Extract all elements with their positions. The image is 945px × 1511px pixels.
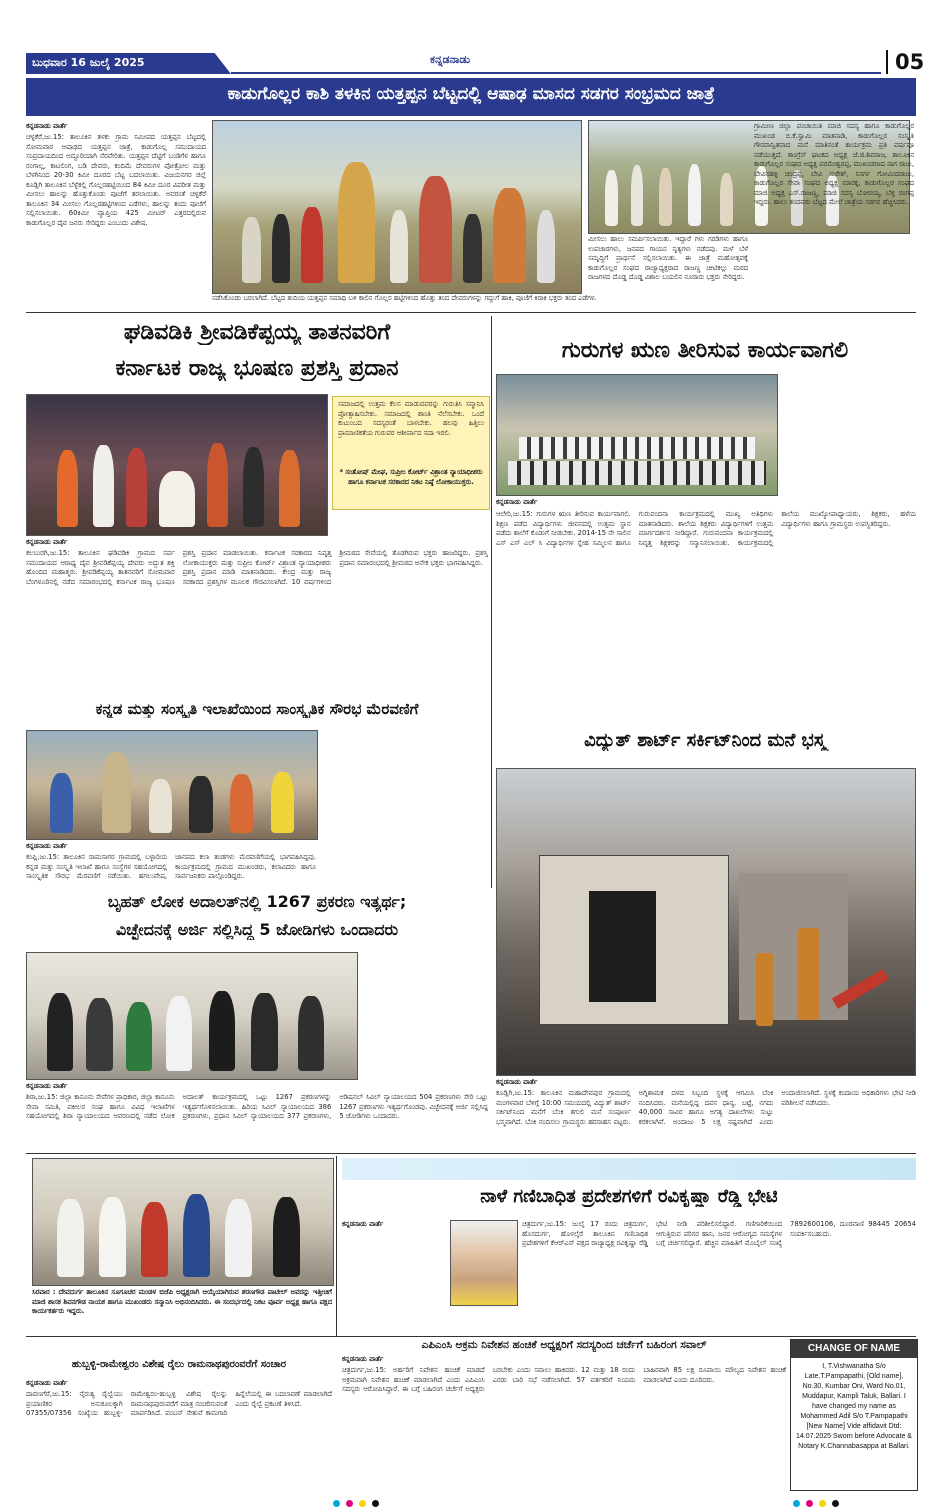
fire-headline: ವಿದ್ಯುತ್ ಶಾರ್ಟ್ ಸರ್ಕಿಟ್‌ನಿಂದ ಮನೆ ಭಸ್ಮ: [584, 730, 826, 751]
divider: [26, 1336, 916, 1337]
guru-byline: ಕನ್ನಡನಾಡು ವಾರ್ತೆ: [496, 498, 538, 506]
lead-photo-procession: [212, 120, 582, 294]
lead-body-col1: ಚಳ್ಳಕೆರೆ,ಜು.15: ತಾಲೂಕಿನ ತಳಕು ಗ್ರಾಮ ಸಮೀಪದ ಯತ್ತಪ್ಪನ ಬೆಟ್ಟದಲ್ಲಿ ಸೋಮವಾರ ಆಷಾಢದ ಯತ್ತಪ್ಪನ ಜಾತ್ರೆ, ಕಾಡುಗೊಲ್ಲ ಸಮುದಾಯದ ಸಂಪ್ರದಾಯದಿಂದ ಅದ್ದೂರಿಯಾಗಿ ನೆರವೇರಿತು. ಯತ್ತಪ್ಪನ ದೆಟ್ಟಿಗೆ ಬಂಡಿಗೆಳ ಹಾಗೂ ರಂಗಾಲ್ಲ, ಕಾಟಲಿಂಗ, ಬಡಿ ದೇವರು, ಕಂದಿಮೆ ದೇವರುಗಳ ಪೋತ್ರೋಲ ಮತ್ತು ಬೆಳಗಿನಿಂದ 20-30 ಕಿಮೀ ದೂರದ ಬೆಟ್ಟ ಬದಲಾಯಿತು. ವಿಜಯನಗರ ಜಿಲ್ಲೆ ಕೂಡ್ಲಿಗಿ ತಾಲೂಕಿನ ಬೆಳ್ಳೆಕಲ್ಲಿ ಗೊಲ್ಲರಹಟ್ಟಿಯಿಂದ 84 ಕಿಮೀ ದೂರ ವಿಪರೀತ ಮತ್ತು ಮೀಸಲು ಹಾಲನ್ನು ಹೊತ್ತುಕೊಂಡು ಪೂಜೆಗೆ ತರಲಾಯಿತು. ಅವರಂತೆ ಚಳ್ಳಕೆರೆ ತಾಲೂಕಿನ 34 ಮೀಸಲು ಗೊಲ್ಲರಹಟ್ಟಿಗಳಿಂದ ಎಡೆಗಳು, ಹಾಲನ್ನು ತಂದು ಪೂಜೆಗೆ ಸಲ್ಲಿಸಲಾಯಿತು. 60ಕಿಮೀ ವ್ಯಾಪ್ತಿಯ 425 ಮೀಟರ್ ಎತ್ತರದಲ್ಲಿರುವ ಕಾಡುಗೊಲ್ಲರ ದೈವ ಜನರು ಸೇರಿದ್ದರು ಎಂಬುದು ವಿಶೇಷ.: [26, 133, 206, 227]
divider: [26, 312, 916, 313]
award-headline-2: ಕರ್ನಾಟಕ ರಾಜ್ಯ ಭೂಷಣ ಪ್ರಶಸ್ತಿ ಪ್ರದಾನ: [115, 356, 399, 381]
award-box-text: ಸಮಾಜದಲ್ಲಿ ಉತ್ತಮ ಕೆಲಸ ಮಾಡುವವರನ್ನು ಗುರುತಿಸಿ ಸನ್ಮಾನಿಸಿ ಪ್ರೋತ್ಸಾಹಿಸಬೇಕು. ಸಮಾಜದಲ್ಲಿ ಶಾಂತಿ ನೆಲೆಸಬೇಕು. ಒಂದೆ ಕುಟುಂಬದ ಸದಸ್ಯರಂತೆ ಬಾಳಬೇಕು. ಹಲವು ಹಿತ್ತಿಲು ಪ್ರಾಮಾಣಿಕತೆಯ ಗುರುವರ ಆಶೀರ್ವಾದ ಸದಾ ಇರಲಿ.: [338, 400, 484, 437]
page-number-rule: [886, 50, 888, 74]
fire-story: [494, 730, 916, 1150]
felicitation-caption: ಸಿರವಾರ : ದೇವದುರ್ಗ ತಾಲೂಕಿನ ಸೂಗೂಚರ ಮಂಡಳ ಬಿಜೆಪಿ ಅಧ್ಯಕ್ಷರಾಗಿ ಆಯ್ಕೆಯಾಗಿರುವ ಶರಣಗೌಡ ಪಾಟೀಲ್ ಅವರನ್ನು ಇತ್ತೀಚಿಗೆ ಮಾಜಿ ಶಾಸಕ ಶಿವನಗೌಡ ನಾಯಕ ಹಾಗೂ ಮುಖಂಡರು ಸನ್ಮಾನಿಸಿ ಅಭಿನಂದಿಸಿದರು. ಈ ಸಂದರ್ಭದಲ್ಲಿ ನಿಕಟ ಪೂರ್ವ ಅಧ್ಯಕ್ಷ ಹಾಗೂ ಪಕ್ಷದ ಕಾರ್ಯಕರ್ತರು ಇದ್ದರು.: [32, 1288, 332, 1315]
fire-byline: ಕನ್ನಡನಾಡು ವಾರ್ತೆ: [496, 1078, 538, 1086]
rail-byline: ಕನ್ನಡನಾಡು ವಾರ್ತೆ: [26, 1379, 68, 1387]
fire-body: ಕೂಡ್ಲಿಗಿ,ಜು.15: ತಾಲೂಕಿನ ಮಹಾದೇವಪುರ ಗ್ರಾಮದಲ್ಲಿ ಮಂಗಳವಾರ ಬೆಳಿಗ್ಗೆ 10:00 ಸಮಯದಲ್ಲಿ ವಿದ್ಯುತ್ ಶಾರ್ಟ್ ಸರ್ಕಿಟ್‌ನಿಂದ ಮನೆಗೆ ಬೆಂಕಿ ತಗುಲಿ ಮನೆ ಸಂಪೂರ್ಣ ಭಸ್ಮವಾಗಿದೆ. ಬೆಂಕಿ ನಂದಿಸಲು ಗ್ರಾಮಸ್ಥರು ಹರಸಾಹಸ ಪಟ್ಟರು. ಅಗ್ನಿಶಾಮಕ ದಳದ ಸಿಬ್ಬಂದಿ ಸ್ಥಳಕ್ಕೆ ಆಗಮಿಸಿ ಬೆಂಕಿ ನಂದಿಸಿದರು. ಮನೆಯಲ್ಲಿದ್ದ ದವಸ ಧಾನ್ಯ, ಬಟ್ಟೆ, ನಗದು 40,000 ಸಾವಿರ ಹಾಗೂ ಅಗತ್ಯ ದಾಖಲೆಗಳು ಸುಟ್ಟು ಕರಕಲಾಗಿವೆ. ಅಂದಾಜು 5 ಲಕ್ಷ ನಷ್ಟವಾಗಿದೆ ಎಂದು ಅಂದಾಜಿಸಲಾಗಿದೆ. ಸ್ಥಳಕ್ಕೆ ಕಂದಾಯ ಅಧಿಕಾರಿಗಳು ಭೇಟಿ ನೀಡಿ ಪರಿಶೀಲನೆ ನಡೆಸಿದರು.: [496, 1089, 916, 1126]
page-header: [0, 0, 945, 76]
lok-adalat-byline: ಕನ್ನಡನಾಡು ವಾರ್ತೆ: [26, 1082, 68, 1090]
award-body: ಕಲಬುರಗಿ,ಜು.15: ತಾಲೂಕಿನ ಘಡಿವಡಿಕಿ ಗ್ರಾಮದ ಸರ್ವ ಸಮುದಾಯದ ಆರಾಧ್ಯ ದೈವ ಶ್ರೀವಡಿಕೆಪ್ಪಯ್ಯ ದೇವರು ಅದ್ಭುತ ಶಕ್ತಿ ಹೊಂದಿದ ಮಹಾತ್ಮರು. ಶ್ರೀವಡಿಕೆಪ್ಪಯ್ಯ ತಾತನವರಿಗೆ ಸೋಮವಾರ ಬೆಂಗಳೂರಿನಲ್ಲಿ ನಡೆದ ಸಮಾರಂಭದಲ್ಲಿ ಕರ್ನಾಟಕ ರಾಜ್ಯ ಭೂಷಣ ಪ್ರಶಸ್ತಿ ಪ್ರದಾನ ಮಾಡಲಾಯಿತು. ಕರ್ನಾಟಕ ಸರಕಾರದ ನಿವೃತ್ತ ಲೋಕಾಯುಕ್ತರು ಮತ್ತು ಸುಪ್ರೀಂ ಕೋರ್ಟ್ ವಿಶ್ರಾಂತ ನ್ಯಾಯಾಧೀಶರು ಪ್ರಶಸ್ತಿ ಪ್ರದಾನ ಮಾಡಿ ಮಾತನಾಡಿದರು. ಕೇಂದ್ರ ಮತ್ತು ರಾಜ್ಯ ಸರಕಾರದ ಪ್ರಶಸ್ತಿಗಳ ಮೂಲಕ ಗೌರವಿಸಲಾಗಿದೆ. 10 ವರ್ಷಗಳಿಂದ ಶ್ರೀಮಠದ ಸೇವೆಯಲ್ಲಿ ತೊಡಗಿರುವ ಭಕ್ತರು ಹಾಜರಿದ್ದರು. ಪ್ರಶಸ್ತಿ ಪ್ರದಾನ ಸಮಾರಂಭದಲ್ಲಿ ಶ್ರೀಮಠದ ಅನೇಕ ಭಕ್ತರು ಭಾಗವಹಿಸಿದ್ದರು.: [26, 549, 488, 586]
award-headline-1: ಘಡಿವಡಿಕಿ ಶ್ರೀವಡಿಕೆಪ್ಪಯ್ಯ ತಾತನವರಿಗೆ: [123, 320, 391, 345]
apmc-byline: ಕನ್ನಡನಾಡು ವಾರ್ತೆ: [342, 1355, 384, 1363]
lok-adalat-headline-2: ವಿಚ್ಛೇದನಕ್ಕೆ ಅರ್ಜಿ ಸಲ್ಲಿಸಿದ್ದ 5 ಜೋಡಿಗಳು ಒಂದಾದರು: [115, 920, 399, 939]
lok-adalat-photo: [26, 952, 358, 1080]
notice-title: CHANGE OF NAME: [807, 1343, 901, 1354]
divider: [26, 1153, 916, 1154]
registration-marks-right: [790, 1492, 842, 1511]
lok-adalat-body: ಶಿರಾ,ಜು.15: ಜಿಲ್ಲಾ ಕಾನೂನು ಸೇವೆಗಳ ಪ್ರಾಧಿಕಾರ, ಜಿಲ್ಲಾ ಕಾನೂನು ಸೇವಾ ಸಮಿತಿ, ವಕೀಲರ ಸಂಘ ಹಾಗೂ ವಿವಿಧ ಇಲಾಖೆಗಳ ಸಹಯೋಗದಲ್ಲಿ ಶಿರಾ ನ್ಯಾಯಾಲಯದ ಆವರಣದಲ್ಲಿ ನಡೆದ ಲೋಕ ಅದಾಲತ್ ಕಾರ್ಯಕ್ರಮದಲ್ಲಿ ಒಟ್ಟು 1267 ಪ್ರಕರಣಗಳನ್ನು ಇತ್ಯರ್ಥಗೊಳಿಸಲಾಯಿತು. ಹಿರಿಯ ಸಿವಿಲ್ ನ್ಯಾಯಾಲಯದ 386 ಪ್ರಕರಣಗಳು, ಪ್ರಧಾನ ಸಿವಿಲ್ ನ್ಯಾಯಾಲಯದ 377 ಪ್ರಕರಣಗಳು, ಅಡಿಷನಲ್ ಸಿವಿಲ್ ನ್ಯಾಯಾಲಯದ 504 ಪ್ರಕರಣಗಳು ಸೇರಿ ಒಟ್ಟು 1267 ಪ್ರಕರಣಗಳು ಇತ್ಯರ್ಥಗೊಂಡವು. ವಿಚ್ಛೇದನಕ್ಕೆ ಅರ್ಜಿ ಸಲ್ಲಿಸಿದ್ದ 5 ಜೋಡಿಗಳು ಒಂದಾದರು.: [26, 1093, 488, 1120]
guru-headline: ಗುರುಗಳ ಋಣ ತೀರಿಸುವ ಕಾರ್ಯವಾಗಲಿ: [561, 338, 849, 363]
visit-story: [342, 1158, 916, 1334]
lok-adalat-story: [26, 890, 488, 1150]
rail-headline: ಹುಬ್ಬಳ್ಳಿ-ರಾಮೇಶ್ವರಂ ವಿಶೇಷ ರೈಲು ರಾಮನಾಥಪುರಂವರೆಗೆ ಸಂಚಾರ: [71, 1359, 287, 1370]
burnt-house-photo: [496, 768, 916, 1076]
visit-body-lead: [342, 1231, 446, 1329]
lok-adalat-headline-1: ಬೃಹತ್ ಲೋಕ ಅದಾಲತ್‌ನಲ್ಲಿ 1267 ಪ್ರಕರಣ ಇತ್ಯರ್ಥ;: [107, 892, 407, 911]
award-story: [26, 316, 488, 720]
lead-caption-mid: ಮೀಸಲು ಹಾಲು ಸಮರ್ಪಿಸಲಾಯಿತು. ಇದ್ದಾರೆ ಗಳು ಗರಡಿಗಳು ಹಾಗೂ ಉಪಚಾರಗಳು, ಜನಪದ ಗಾಯನ ನೃತ್ಯಗಳು ನಡೆದವು. ಮಳೆ ಬೆಳೆ ಸಮೃದ್ಧಿಗೆ ಪ್ರಾರ್ಥನೆ ಸಲ್ಲಿಸಲಾಯಿತು. ಈ ಜಾತ್ರೆ ಮಹೋತ್ಸವಕ್ಕೆ ಕಾಡುಗೊಲ್ಲರ ಸಂಘದ ರಾಜ್ಯಾಧ್ಯಕ್ಷರಾದ ರಾಜಣ್ಣ ಚೀಟಿಕಲ್ಲು ಮಠದ ರಾಜಗಳದ ದೊಡ್ಡ ದೊಡ್ಡ ವಿಶಾಲ ಬಯಲಿನ ನೂರಾರು ಭಕ್ತರು ಸೇರಿದ್ದರು.: [588, 235, 748, 281]
rail-story: [26, 1339, 332, 1489]
culture-byline: ಕನ್ನಡನಾಡು ವಾರ್ತೆ: [26, 842, 68, 850]
apmc-body: ಚಿತ್ರದುರ್ಗ,ಜು.15: ಅರ್ಹರಿಗೆ ನಿವೇಶನ ಹಂಚಿಕೆ ಮಾಡದೆ ಅಕ್ರಮವಾಗಿ ನಿವೇಶನ ಹಂಚಿಕೆ ಮಾಡಲಾಗಿದೆ ಎಂದು ಎಪಿಎಂಸಿ ಸದಸ್ಯರು ಆರೋಪಿಸಿದ್ದಾರೆ. ಈ ಬಗ್ಗೆ ಬಹಿರಂಗ ಚರ್ಚೆಗೆ ಅಧ್ಯಕ್ಷರು ಬರಬೇಕು ಎಂದು ಸವಾಲು ಹಾಕಿದರು. 12 ಮತ್ತು 18 ರಂದು ಎರಡು ಬಾರಿ ಸಭೆ ನಡೆಸಲಾಗಿದೆ. 57 ವರ್ತಕರಿಗೆ ನಿಯಮ ಬಾಹಿರವಾಗಿ 85 ಲಕ್ಷ ರೂಪಾಯಿ ಮೌಲ್ಯದ ನಿವೇಶನ ಹಂಚಿಕೆ ಮಾಡಲಾಗಿದೆ ಎಂದು ದೂರಿದರು.: [342, 1366, 786, 1393]
apmc-story: [342, 1339, 786, 1489]
award-ceremony-photo: [26, 394, 328, 536]
guru-group-photo: [496, 374, 778, 496]
lead-caption-bottom: ನಡೆಸಿಕೊಂಡು ಬರಲಾಗಿದೆ. ಬೆಟ್ಟದ ತುದಿಯ ಯತ್ತಪ್ಪನ ಸಮಾಧಿ ಬಳಿ ಕಾಲಿನ ಗೊಲ್ಲರ ಹಟ್ಟಿಗಳಿಂದ ಹೊತ್ತು ತಂದ ದೇವರುಗಳನ್ನು ಗದ್ದುಗೆ ಹಾಕಿ, ಪೂಜೆಗೆ ಕಿರಾಕಿ ಭಕ್ತರು ತಂದ ಎಡೆಗಳ.: [212, 294, 597, 302]
divider: [491, 316, 492, 888]
culture-body: ಕಂಪ್ಲಿ,ಜು.15: ತಾಲೂಕಿನ ರಾಮಸಾಗರ ಗ್ರಾಮದಲ್ಲಿ ಬಳ್ಳಾರಿಯ ಕನ್ನಡ ಮತ್ತು ಸಂಸ್ಕೃತಿ ಇಲಾಖೆ ಹಾಗೂ ಸಂಸ್ಥೆಗಳ ಸಹಯೋಗದಲ್ಲಿ ಸಾಂಸ್ಕೃತಿಕ ಸೌರಭ ಮೆರವಣಿಗೆ ನಡೆಯಿತು. ಹಗಲುವೇಷ, ಜಾನಪದ ಕಲಾ ತಂಡಗಳು ಮೆರವಣಿಗೆಯಲ್ಲಿ ಭಾಗವಹಿಸಿದ್ದವು. ಕಾರ್ಯಕ್ರಮದಲ್ಲಿ ಗ್ರಾಮದ ಮುಖಂಡರು, ಕಲಾವಿದರು ಹಾಗೂ ಸಾರ್ವಜನಿಕರು ಪಾಲ್ಗೊಂಡಿದ್ದರು.: [26, 853, 316, 880]
ravikrishna-reddy-portrait: [450, 1220, 518, 1306]
guru-body: ಆಲೇರಿ,ಜು.15: ಗುರುಗಳ ಋಣ ತೀರಿಸುವ ಕಾರ್ಯವಾಗಲಿ. ಶಿಕ್ಷಣ ಪಡೆದ ವಿದ್ಯಾರ್ಥಿಗಳು ಜೀವನದಲ್ಲಿ ಉತ್ತಮ ಸ್ಥಾನ ಪಡೆದು ಶಾಲೆಗೆ ಕೊಡುಗೆ ನೀಡಬೇಕು. 2014-15 ನೇ ಸಾಲಿನ ಎಸ್ ಎಸ್ ಎಲ್ ಸಿ ವಿದ್ಯಾರ್ಥಿಗಳ ಸ್ನೇಹ ಸಮ್ಮಿಲನ ಹಾಗೂ ಗುರುವಂದನಾ ಕಾರ್ಯಕ್ರಮದಲ್ಲಿ ಮುಖ್ಯ ಅತಿಥಿಗಳು ಮಾತನಾಡಿದರು. ಶಾಲೆಯ ಶಿಕ್ಷಕರು ವಿದ್ಯಾರ್ಥಿಗಳಿಗೆ ಉತ್ತಮ ಮಾರ್ಗದರ್ಶನ ನೀಡಿದ್ದಾರೆ. ಗುರುವಂದನಾ ಕಾರ್ಯಕ್ರಮದಲ್ಲಿ ನಿವೃತ್ತ ಶಿಕ್ಷಕರನ್ನು ಸನ್ಮಾನಿಸಲಾಯಿತು. ಕಾರ್ಯಕ್ರಮದಲ್ಲಿ ಶಾಲೆಯ ಮುಖ್ಯೋಪಾಧ್ಯಾಯರು, ಶಿಕ್ಷಕರು, ಹಳೆಯ ವಿದ್ಯಾರ್ಥಿಗಳು ಹಾಗೂ ಗ್ರಾಮಸ್ಥರು ಉಪಸ್ಥಿತರಿದ್ದರು.: [496, 510, 916, 547]
issue-date: ಬುಧವಾರ 16 ಜುಲೈ 2025: [32, 56, 145, 69]
lead-story: [26, 78, 916, 308]
award-box-quote: * ಸಂತೋಷ್ ಮೇಘ, ಸುಪ್ರೀಂ ಕೋರ್ಟ್ ವಿಶ್ರಾಂತ ನ್ಯಾಯಾಧೀಶರು ಹಾಗೂ ಕರ್ನಾಟಕ ಸರಕಾರದ ನಿಕಟ ನಿಷ್ಠೆ ಲೋಕಾಯುಕ್ತರು.: [339, 468, 483, 486]
lead-headline: ಕಾಡುಗೊಲ್ಲರ ಕಾಶಿ ತಳಕಿನ ಯತ್ತಪ್ಪನ ಬೆಟ್ಟದಲ್ಲಿ ಆಷಾಢ ಮಾಸದ ಸಡಗರ ಸಂಭ್ರಮದ ಜಾತ್ರೆ: [227, 84, 715, 104]
award-byline: ಕನ್ನಡನಾಡು ವಾರ್ತೆ: [26, 538, 68, 546]
lead-body-col2: ಗ್ರಾಮೀಣ ಜಿಲ್ಲಾ ಪಂಚಾಯಿತಿ ಮಾಜಿ ಸದಸ್ಯ ಹಾಗೂ ಕಾಡುಗೊಲ್ಲರ ಮುಖಂಡ ಬಿ.ಕೆ.ಸ್ವಾಮಿ ಮಾತನಾಡಿ, ಕಾಡುಗೊಲ್ಲರ ಸಂಸ್ಕೃತಿ ಗೌರವಾನ್ವಿತವಾದ ಮನೆ ಮಾತಿನಂತೆ ಕಾರ್ಯಕ್ರಮ ಪ್ರತಿ ವರ್ಷವೂ ನಡೆಯುತ್ತದೆ. ಕಾಂಗ್ರೆಸ್ ಘಟಕದ ಅಧ್ಯಕ್ಷ ಜೆ.ಜಿ.ಶಿವರಾಜ, ತಾಲೂಕಿನ ಕಾಡುಗೊಲ್ಲರ ಸಂಘದ ಅಧ್ಯಕ್ಷ ಪರಮೇಶ್ವರಪ್ಪ, ಮುಖಂಡರಾದ ನಾಗ ರಾಜು, ಬೇವಿನಹಳ್ಳಿ ಚಂದ್ರಪ್ಪ, ಬೇವಿ ಸುರೇಶ್, ನಿಸರ್ಗ ಗೋವಿಂದರಾಜು, ಕಾಡುಗೊಲ್ಲರ ಸೇವಾ ಸಂಘದ ಅಧ್ಯಕ್ಷ ಮಾರಕ್ಕ, ಕಾಡುಗೊಲ್ಲರ ಸಂಘದ ಮಾಜಿ ಅಧ್ಯಕ್ಷ ಎಸ್.ರಾಜಣ್ಣ, ಮಾಜಿ ಸದಸ್ಯ ಬೋರಯ್ಯ, ಬೆಳ್ಳಿ ರಂಗಪ್ಪ ಇದ್ದರು. ಹಾಲು ತಂದವರು ಬೆಟ್ಟದ ಮೇಲೆ ಜಾತ್ರೆಯ ಸಡಗರ ಹೆಚ್ಚಿಸಿದರು.: [754, 122, 914, 206]
change-of-name-notice: [790, 1339, 918, 1491]
divider: [336, 1156, 337, 1336]
registration-marks-left: [330, 1492, 382, 1511]
page-number: 05: [895, 50, 925, 74]
guru-story: [494, 316, 916, 720]
masthead-rule: [231, 72, 881, 74]
apmc-headline: ಎಪಿಎಂಸಿ ಅಕ್ರಮ ನಿವೇಶನ ಹಂಚಿಕೆ ಅಧ್ಯಕ್ಷರಿಗೆ ಸದಸ್ಯರಿಂದ ಚರ್ಚೆಗೆ ಬಹಿರಂಗ ಸವಾಲ್: [421, 1339, 707, 1351]
visit-headline: ನಾಳೆ ಗಣಿಬಾಧಿತ ಪ್ರದೇಶಗಳಿಗೆ ರವಿಕೃಷ್ಣಾ ರೆಡ್ಡಿ ಭೇಟಿ: [480, 1186, 778, 1207]
culture-headline: ಕನ್ನಡ ಮತ್ತು ಸಂಸ್ಕೃತಿ ಇಲಾಖೆಯಿಂದ ಸಾಂಸ್ಕೃತಿಕ ಸೌರಭ ಮೆರವಣಿಗೆ: [95, 700, 419, 718]
felicitation-photo: [32, 1158, 334, 1286]
rail-body: ದಾವಣಗೆರೆ,ಜು.15: ನೈರುತ್ಯ ರೈಲ್ವೆಯು ಪ್ರಯಾಣಿಕರ ಅನುಕೂಲಕ್ಕಾಗಿ 07355/07356 ಸಂಖ್ಯೆಯ ಹುಬ್ಬಳ್ಳಿ-ರಾಮೇಶ್ವರಂ-ಹುಬ್ಬಳ್ಳಿ ವಿಶೇಷ ರೈಲನ್ನು ರಾಮನಾಥಪುರಂವರೆಗೆ ಮಾತ್ರ ಸಂಚರಿಸುವಂತೆ ಮಾರ್ಪಡಿಸಿದೆ. ಪಂಬನ್ ಸೇತುವೆ ಕಾಮಗಾರಿ ಹಿನ್ನೆಲೆಯಲ್ಲಿ ಈ ಬದಲಾವಣೆ ಮಾಡಲಾಗಿದೆ ಎಂದು ರೈಲ್ವೆ ಪ್ರಕಟಣೆ ತಿಳಿಸಿದೆ.: [26, 1390, 332, 1417]
notice-body: I, T.Vishwanatha S/o Late.T.Pampapathi, [Old name], No.30, Kumbar Oni, Ward No.01, Muddapur, Kampli Taluk, Ballari. I have changed my name as Mohammed Adil S/o T.Pampapathi [New Name] Vide affidavit Dtd: 14.07.2025 Sworn before Advocate & Notary K.Channabasappa at Ballari.: [796, 1363, 912, 1450]
visit-body: ಚಿತ್ರದುರ್ಗ,ಜು.15: ಜುಲೈ 17 ರಂದು ಚಿತ್ರದುರ್ಗ, ಹೊಸದುರ್ಗ, ಹೊಳಲ್ಕೆರೆ ತಾಲೂಕಿನ ಗಣಿಬಾಧಿತ ಪ್ರದೇಶಗಳಿಗೆ ಕೆಆರ್‌ಎಸ್ ಪಕ್ಷದ ರಾಜ್ಯಾಧ್ಯಕ್ಷ ರವಿಕೃಷ್ಣಾ ರೆಡ್ಡಿ ಭೇಟಿ ನೀಡಿ ಪರಿಶೀಲಿಸಲಿದ್ದಾರೆ. ಗಣಿಗಾರಿಕೆಯಿಂದ ಆಗುತ್ತಿರುವ ಪರಿಸರ ಹಾನಿ, ಜನರ ಆರೋಗ್ಯದ ಸಮಸ್ಯೆಗಳ ಬಗ್ಗೆ ಚರ್ಚಿಸಲಿದ್ದಾರೆ. ಹೆಚ್ಚಿನ ಮಾಹಿತಿಗೆ ಮೊಬೈಲ್ ಸಂಖ್ಯೆ 7892600106, ದೂರವಾಣಿ 98445 20654 ಸಂಪರ್ಕಿಸಬಹುದು.: [522, 1220, 916, 1247]
visit-byline: ಕನ್ನಡನಾಡು ವಾರ್ತೆ: [342, 1220, 384, 1228]
culture-procession-photo: [26, 730, 318, 840]
masthead-logo: ಕನ್ನಡನಾಡು: [430, 53, 471, 66]
felicitation-item: [26, 1156, 332, 1328]
visit-ad-strip: [342, 1158, 916, 1180]
lead-byline: ಕನ್ನಡನಾಡು ವಾರ್ತೆ: [26, 122, 68, 130]
culture-story: [26, 700, 488, 886]
